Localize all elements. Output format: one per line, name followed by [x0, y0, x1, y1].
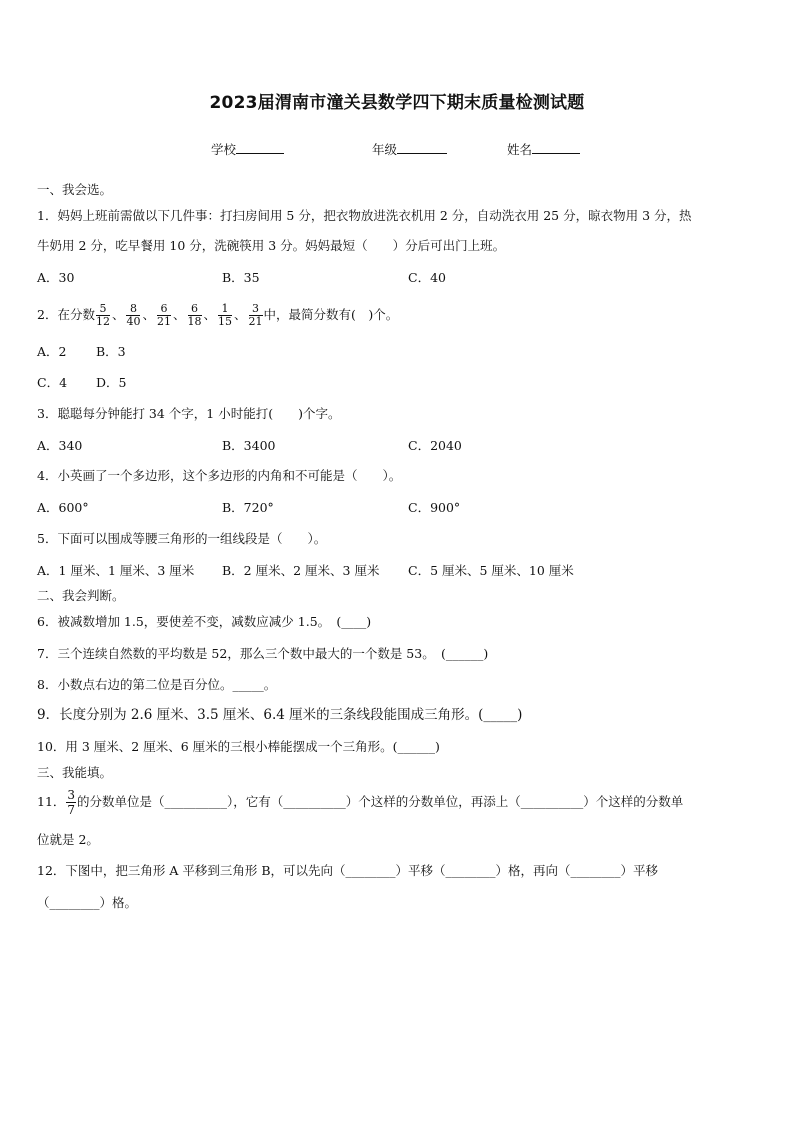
- section-3-heading: 三、我能填。: [37, 765, 113, 780]
- q12-line2: （________）格。: [37, 895, 138, 910]
- section-2-heading: 二、我会判断。: [37, 588, 125, 603]
- q2-line: 2．在分数 $\frac{5}{12}$ 、 $\frac{8}{40}$ 、 $\frac{6}{21}$ 、 $\frac{6}{18}$ 、 $\frac{1}{15}$ 、 $\frac{3}{21}$ 中，最简分数有( )个。: [37, 302, 399, 328]
- q3-option-a: A．340: [37, 438, 83, 453]
- q1-option-c: C．40: [408, 270, 446, 285]
- q11-prefix: 11．: [37, 794, 66, 809]
- section-1-heading: 一、我会选。: [37, 182, 113, 197]
- q5-option-a: A．1 厘米、1 厘米、3 厘米: [37, 563, 195, 578]
- q2-option-a: A．2: [37, 344, 67, 359]
- q1-line2: 牛奶用 2 分，吃早餐用 10 分，洗碗筷用 3 分。妈妈最短（ ）分后可出门上班。: [37, 238, 506, 253]
- q1-option-a: A．30: [37, 270, 75, 285]
- school-label: 学校: [211, 142, 237, 157]
- q2-option-b: B．3: [96, 344, 126, 359]
- q4-option-a: A．600°: [37, 500, 89, 515]
- q2-fraction-6: $\frac{3}{21}$: [248, 302, 263, 328]
- q2-fraction-3: $\frac{6}{21}$: [156, 302, 171, 328]
- q11-text: 的分数单位是（__________），它有（__________）个这样的分数单位，再添上（__________）个这样的分数单: [77, 794, 684, 809]
- school-blank: [236, 141, 284, 154]
- q1-option-b: B．35: [222, 270, 260, 285]
- q10-text: 10．用 3 厘米、2 厘米、6 厘米的三根小棒能摆成一个三角形。(______): [37, 739, 440, 754]
- q2-fraction-4: $\frac{6}{18}$: [187, 302, 202, 328]
- grade-blank: [397, 141, 447, 154]
- page-title: 2023届渭南市潼关县数学四下期末质量检测试题: [209, 93, 585, 113]
- name-blank: [532, 141, 580, 154]
- q9-text: 9．长度分别为 2.6 厘米、3.5 厘米、6.4 厘米的三条线段能围成三角形。(_____): [37, 707, 523, 723]
- q4-option-c: C．900°: [408, 500, 461, 515]
- q1-line1: 1．妈妈上班前需做以下几件事：打扫房间用 5 分，把衣物放进洗衣机用 2 分，自动洗衣用 25 分，晾衣物用 3 分，热: [37, 208, 692, 223]
- q2-option-d: D．5: [96, 375, 127, 390]
- q12-line1: 12．下图中，把三角形 A 平移到三角形 B，可以先向（________）平移（________）格，再向（________）平移: [37, 863, 659, 878]
- name-label: 姓名: [507, 142, 533, 157]
- q11-fraction: $\frac{3}{7}$: [67, 788, 76, 817]
- q2-suffix: 中，最简分数有( )个。: [263, 307, 399, 322]
- q4-option-b: B．720°: [222, 500, 274, 515]
- grade-label: 年级: [372, 142, 398, 157]
- q2-fraction-1: $\frac{5}{12}$: [95, 302, 110, 328]
- q11-line2: 位就是 2。: [37, 832, 99, 847]
- q7-text: 7．三个连续自然数的平均数是 52，那么三个数中最大的一个数是 53。 (______): [37, 646, 489, 661]
- name-field: [507, 140, 580, 158]
- q3-option-c: C．2040: [408, 438, 462, 453]
- q4-text: 4．小英画了一个多边形，这个多边形的内角和不可能是（ ）。: [37, 468, 402, 483]
- q6-text: 6．被减数增加 1.5，要使差不变，减数应减少 1.5。 (____): [37, 614, 372, 629]
- q2-fraction-5: $\frac{1}{15}$: [218, 302, 233, 328]
- q8-text: 8．小数点右边的第二位是百分位。_____。: [37, 677, 277, 692]
- q2-option-c: C．4: [37, 375, 68, 390]
- q3-text: 3．聪聪每分钟能打 34 个字，1 小时能打( )个字。: [37, 406, 341, 421]
- q5-text: 5．下面可以围成等腰三角形的一组线段是（ ）。: [37, 531, 327, 546]
- q2-prefix: 2．在分数: [37, 307, 95, 322]
- q11-line1: [37, 786, 683, 818]
- q2-fraction-2: $\frac{8}{40}$: [126, 302, 141, 328]
- q5-option-b: B．2 厘米、2 厘米、3 厘米: [222, 563, 380, 578]
- grade-field: [372, 140, 447, 158]
- school-field: [211, 140, 284, 158]
- q3-option-b: B．3400: [222, 438, 276, 453]
- q5-option-c: C．5 厘米、5 厘米、10 厘米: [408, 563, 574, 578]
